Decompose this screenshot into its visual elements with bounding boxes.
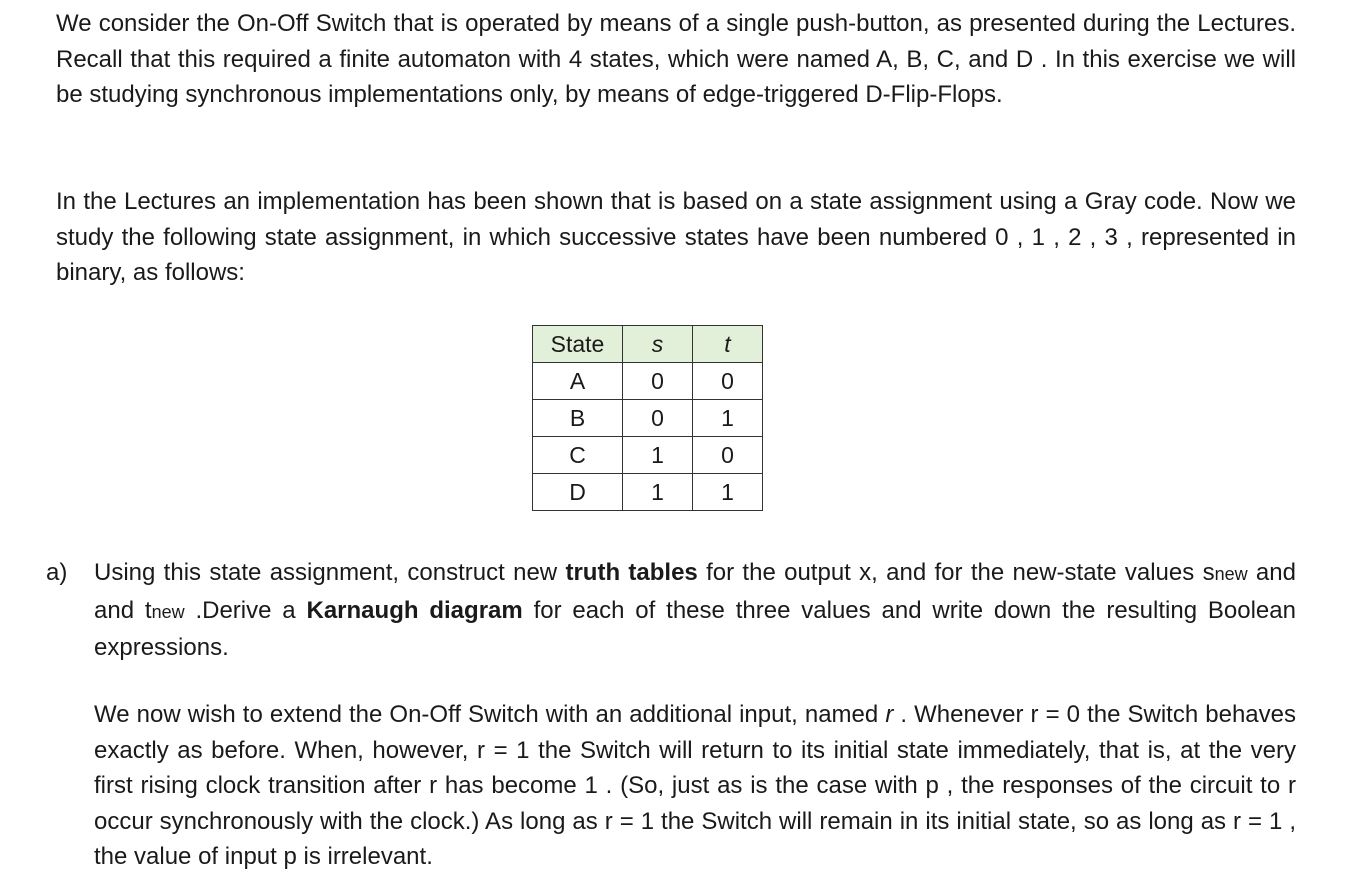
intro-paragraph: We consider the On-Off Switch that is operated by means of a single push-button, as presented during the Lectures. Recall that this required a finite automaton with 4 states, which were named A, B, C, and D . In this exercise we will be studying synchronous implementations only, by means of edge-triggered D-Flip-Flops. [56,10,1296,108]
cell-t: 1 [693,400,763,437]
state-assignment-table [532,325,763,511]
cell-s: 0 [623,400,693,437]
cell-t: 1 [693,474,763,511]
cell-t: 0 [693,437,763,474]
t-new-variable: tnew [144,596,185,624]
cell-s: 0 [623,363,693,400]
cell-state: D [533,474,623,511]
item-a-extension-paragraph [94,697,1296,875]
table-row [533,363,763,400]
item-a-label: a) [46,559,68,586]
task-text: for the output x, and for the new-state values [697,559,1203,586]
karnaugh-diagram-term: Karnaugh diagram [306,596,523,624]
header-state: State [533,326,623,363]
s-new-variable: snew [1202,559,1248,586]
table-row [533,437,763,474]
cell-s: 1 [623,474,693,511]
cell-state: B [533,400,623,437]
r-variable: r [885,701,894,728]
table-row [533,400,763,437]
task-text: for each of these three values and write down the resulting Boolean expressions. [94,596,1296,661]
cell-t: 0 [693,363,763,400]
table-row [533,474,763,511]
cell-state: A [533,363,623,400]
task-text: and and [94,559,1296,624]
truth-tables-term: truth tables [565,559,698,586]
task-text: .Derive a [184,596,307,624]
state-assignment-paragraph: In the Lectures an implementation has been shown that is based on a state assignment using a Gray code. Now we study the following state assignment, in which successive states have been numbered 0 , 1 , 2 , 3 , represented in binary, as follows: [56,188,1296,286]
cell-s: 1 [623,437,693,474]
item-a-task-paragraph [94,555,1296,666]
cell-state: C [533,437,623,474]
header-s: s [623,326,693,363]
extension-text: . Whenever r = 0 the Switch behaves exactly as before. When, however, r = 1 the Switch will return to its initial state immediately, that is, at the very first rising clock transition after r has become 1 . (So, just as is the case with p , the responses of the circuit to r occur synchronously with the clock.) As long as r = 1 the Switch will remain in its initial state, so as long as r = 1 , the value of input p is irrelevant. [94,701,1296,870]
header-t: t [693,326,763,363]
task-text: Using this state assignment, construct new [94,559,566,586]
extension-text: We now wish to extend the On-Off Switch with an additional input, named [94,701,886,728]
table-header-row [533,326,763,363]
